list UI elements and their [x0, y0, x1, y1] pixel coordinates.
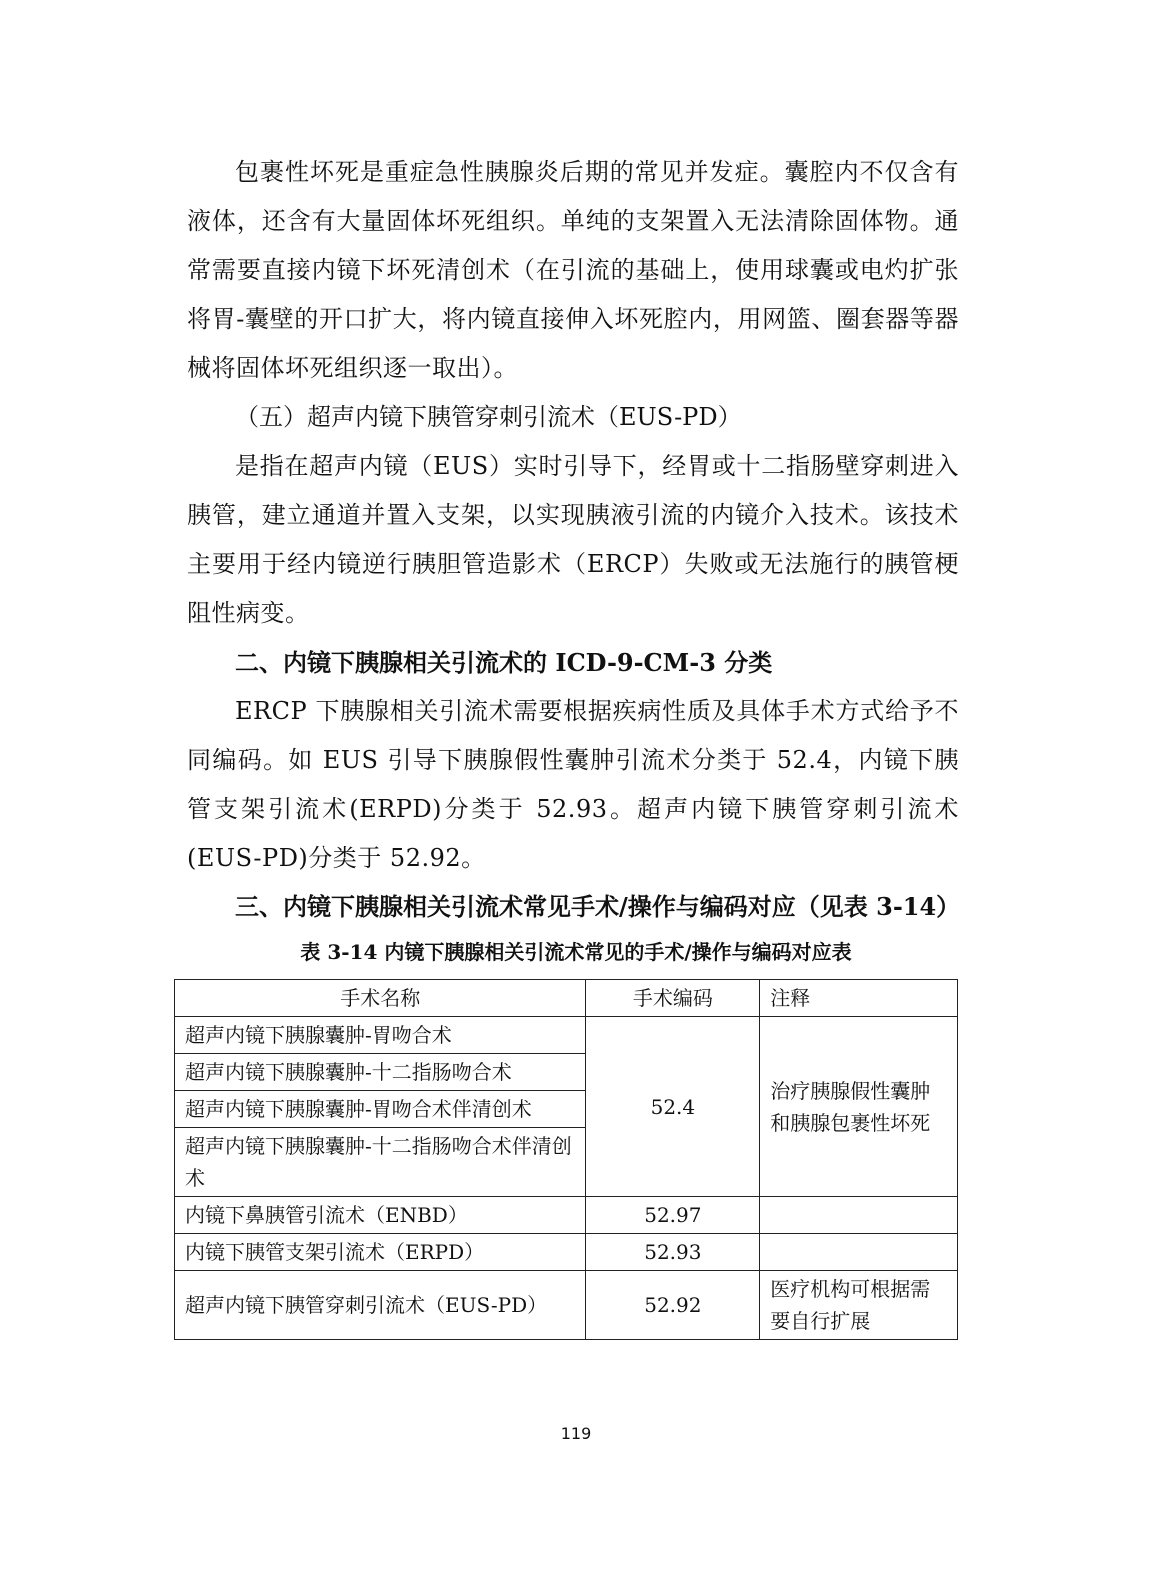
procedure-name-cell: 内镜下胰管支架引流术（ERPD） — [175, 1234, 586, 1271]
procedure-name-cell: 超声内镜下胰腺囊肿-胃吻合术 — [175, 1017, 586, 1054]
table-row — [175, 1017, 958, 1054]
procedure-name-cell: 超声内镜下胰腺囊肿-十二指肠吻合术 — [175, 1054, 586, 1091]
header-notes: 注释 — [760, 980, 958, 1017]
header-procedure-code: 手术编码 — [586, 980, 760, 1017]
section-heading-icd-classification: 二、内镜下胰腺相关引流术的 ICD-9-CM-3 分类 — [235, 648, 773, 677]
table-row — [175, 1271, 958, 1340]
procedure-name-cell: 超声内镜下胰管穿刺引流术（EUS-PD） — [175, 1271, 586, 1340]
note-cell: 医疗机构可根据需要自行扩展 — [760, 1271, 958, 1340]
procedure-name-cell: 超声内镜下胰腺囊肿-十二指肠吻合术伴清创术 — [175, 1128, 586, 1197]
page-number: 119 — [560, 1424, 592, 1443]
note-cell — [760, 1234, 958, 1271]
table-header-row — [175, 980, 958, 1017]
procedure-name-cell: 超声内镜下胰腺囊肿-胃吻合术伴清创术 — [175, 1091, 586, 1128]
group-note-cell: 治疗胰腺假性囊肿和胰腺包裹性坏死 — [760, 1017, 958, 1197]
paragraph-eus-pd-definition: 是指在超声内镜（EUS）实时引导下，经胃或十二指肠壁穿刺进入胰管，建立通道并置入支架，以实现胰液引流的内镜介入技术。该技术主要用于经内镜逆行胰胆管造影术（ERCP）失败或无法施行的胰管梗阻性病变。 — [187, 452, 959, 627]
subheading-eus-pd: （五）超声内镜下胰管穿刺引流术（EUS-PD） — [235, 403, 742, 431]
header-procedure-name: 手术名称 — [175, 980, 586, 1017]
procedure-code-cell: 52.97 — [586, 1197, 760, 1234]
table-row — [175, 1197, 958, 1234]
table-row — [175, 1234, 958, 1271]
table-caption: 表 3-14 内镜下胰腺相关引流术常见的手术/操作与编码对应表 — [300, 940, 852, 964]
paragraph-coding-rules: ERCP 下胰腺相关引流术需要根据疾病性质及具体手术方式给予不同编码。如 EUS 引导下胰腺假性囊肿引流术分类于 52.4，内镜下胰管支架引流术(ERPD)分类于 52.93。超声内镜下胰管穿刺引流术(EUS-PD)分类于 52.92。 — [187, 697, 959, 872]
note-cell — [760, 1197, 958, 1234]
section-heading-code-mapping: 三、内镜下胰腺相关引流术常见手术/操作与编码对应（见表 3-14） — [235, 892, 961, 921]
procedure-code-cell: 52.93 — [586, 1234, 760, 1271]
group-code-cell: 52.4 — [586, 1017, 760, 1197]
procedure-code-cell: 52.92 — [586, 1271, 760, 1340]
procedure-name-cell: 内镜下鼻胰管引流术（ENBD） — [175, 1197, 586, 1234]
code-mapping-table — [174, 979, 958, 1340]
paragraph-walled-off-necrosis: 包裹性坏死是重症急性胰腺炎后期的常见并发症。囊腔内不仅含有液体，还含有大量固体坏死组织。单纯的支架置入无法清除固体物。通常需要直接内镜下坏死清创术（在引流的基础上，使用球囊或电灼扩张将胃-囊壁的开口扩大，将内镜直接伸入坏死腔内，用网篮、圈套器等器械将固体坏死组织逐一取出）。 — [187, 158, 959, 382]
